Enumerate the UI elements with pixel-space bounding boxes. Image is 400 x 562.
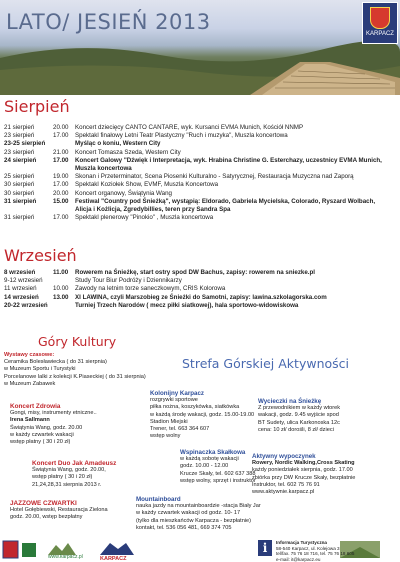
text-line: w Muzeum Sportu i Turystyki <box>4 366 76 373</box>
wspinaczka-title: Wspinaczka Skałkowa <box>180 449 246 456</box>
text-line: Rowery, Nordic Walking,Cross Skating <box>252 460 355 467</box>
event-time: 17.00 <box>53 181 69 189</box>
sierpien-heading: Sierpień <box>4 97 70 116</box>
text-line: wstęp płatny ( 30 i 20 zł) <box>10 439 71 446</box>
event-time: 10.00 <box>53 285 69 293</box>
crest-icon <box>370 7 390 29</box>
event-date: 23 sierpień <box>4 148 35 156</box>
text-line: (tylko dla mieszkańców Karpacza - bezpłatnie) <box>136 517 252 524</box>
sierpien-row <box>4 165 132 173</box>
event-date: 8 wrzesień <box>4 269 36 276</box>
wrzesien-row <box>4 285 225 293</box>
footer-logo-karpacz: KARPACZ <box>100 556 127 562</box>
text-line: każdy poniedziałek sierpnia, godz. 17.00 <box>252 467 353 474</box>
aktywny-block <box>252 453 355 496</box>
event-date: 30 sierpień <box>4 189 35 197</box>
sierpien-row <box>4 206 230 214</box>
event-description: Koncert dziecięcy CANTO CANTARE, wyk. Kursanci EVMA Munich, Kościół NNMP <box>75 124 304 131</box>
event-description: Festiwal "Country pod Śnieżką", wystąpią: Eldorado, Gabriela Mycielska, Colorado, Ryszard Wolbach, <box>75 197 376 205</box>
kolonijny-title: Kolonijny Karpacz <box>150 390 204 397</box>
event-time: 20.00 <box>53 189 69 197</box>
sierpien-row <box>4 124 303 132</box>
text-line: Porcelanowe lalki z kolekcji K.Piaseckiej ( do 31 sierpnia) <box>4 373 146 380</box>
event-time: 15.00 <box>53 197 69 205</box>
wycieczki-block <box>258 398 340 434</box>
event-description: Koncert Tomasza Szeda, Western City <box>75 148 181 156</box>
event-description: Zawody na letnim torze saneczkowym, CRIS Kolorowa <box>75 285 226 293</box>
jazz-block <box>10 500 108 522</box>
event-description: Koncert Galowy "Dźwięk i Interpretacja, wyk. Hrabina Christine G. Esterchazy, uczestnicy EVMA Munich, <box>75 156 382 164</box>
text-line: wstęp wolny, sprzęt i instruktor <box>180 477 256 484</box>
event-date: 23 sierpień <box>4 132 35 140</box>
koncert-zdrowia-block <box>10 403 97 446</box>
sierpien-row <box>4 157 382 165</box>
text-line: BT Sudety, ulica Karkonoska 12c <box>258 419 340 426</box>
text-line: wstęp wolny <box>150 433 181 440</box>
text-line: Gongi, misy, instrumenty etniczne.. <box>10 410 97 417</box>
info-icon: i <box>258 540 272 556</box>
event-time: 17.00 <box>53 214 69 222</box>
event-time: 21.00 <box>53 148 69 156</box>
event-time: 19.00 <box>53 173 69 181</box>
event-date: 11 wrzesień <box>4 285 37 293</box>
event-time: 20.00 <box>53 124 69 131</box>
footer-logo-web: www.karpacz.pl <box>48 554 83 560</box>
sierpien-row <box>4 198 375 206</box>
text-line: Świątynia Wang, godz. 20.00, <box>32 467 106 474</box>
text-line: cena: 10 zł/ dorośli, 8 zł/ dzieci <box>258 426 334 433</box>
event-date: 20-22 wrzesień <box>4 301 48 309</box>
text-line: w Muzeum Zabawek <box>4 380 56 387</box>
text-line: www.aktywnie.karpacz.pl <box>252 489 315 496</box>
event-date: 23-25 sierpień <box>4 140 46 148</box>
event-description: Alicja i Kożlicja, Zgredybillies, teren przy Sandra Spa <box>75 206 231 213</box>
wrzesien-heading: Wrzesień <box>4 246 77 265</box>
event-date: 24 sierpień <box>4 156 37 164</box>
kolonijny-block <box>150 390 254 440</box>
event-description: Spektakl plenerowy "Pinokio" , Muszla koncertowa <box>75 214 214 222</box>
duo-title: Koncert Duo Jak Amadeusz <box>32 460 117 467</box>
text-line: 21,24,28,31 sierpnia 2013 r. <box>32 481 102 488</box>
event-description: Turniej Trzech Narodów ( mecz piłki siatkowej), hala sportowo-widowiskowa <box>75 301 299 309</box>
text-line: Instruktor, tel. 602 75 76 91 <box>252 481 320 488</box>
sierpien-row <box>4 149 181 157</box>
text-line: godz. 10.00 - 12.00 <box>180 463 229 470</box>
wystawy-block <box>4 352 146 388</box>
wrzesien-row <box>4 277 182 285</box>
page-title: LATO/ JESIEŃ 2013 <box>6 10 211 34</box>
wycieczki-title: Wycieczki na Śnieżkę <box>258 398 322 405</box>
text-line: w każdy czwartek wakacji od godz. 10- 17 <box>136 510 241 517</box>
gory-kultury-heading: Góry Kultury <box>38 334 117 349</box>
event-time: 17.00 <box>53 156 69 164</box>
wspinaczka-block <box>180 449 256 485</box>
text-line: wstęp płatny ( 30 i 20 zł) <box>32 474 93 481</box>
info-block <box>276 540 354 562</box>
text-line: nauka jazdy na mountainboardzie -stacja Biały Jar <box>136 503 261 510</box>
text-line: Trener, tel. 663 364 607 <box>150 426 210 433</box>
event-time: 13.00 <box>53 293 69 301</box>
event-date: 30 sierpień <box>4 181 35 189</box>
event-date: 25 sierpień <box>4 173 35 181</box>
logo-text: KARPACZ <box>366 31 394 37</box>
sierpien-row <box>4 181 218 189</box>
text-line: w każdą środę wakacji, godz. 15.00-19.00 <box>150 411 255 418</box>
event-description: XI LAWINA, czyli Marszobieg ze Śnieżki do Samotni, zapisy: lawina.szkolagorska.com <box>75 293 327 301</box>
event-description: Rowerem na Śnieżkę, start ostry spod DW Bachus, zapisy: rowerem na sniezke.pl <box>75 269 316 276</box>
text-line: Irena Sallmann <box>10 417 50 424</box>
event-description: Myśląc o koniu, Western City <box>75 140 161 148</box>
text-line: kontakt, tel. 536 056 481, 669 374 705 <box>136 524 232 531</box>
sierpien-row <box>4 173 354 181</box>
sierpien-row <box>4 132 288 140</box>
event-date: 14 wrzesień <box>4 293 39 301</box>
text-line: wakacji, godz. 9.45 wyjście spod <box>258 412 339 419</box>
text-line: e-mail: it@karpacz.eu <box>276 556 321 562</box>
wrzesien-row <box>4 302 298 310</box>
event-date: 31 sierpień <box>4 197 37 205</box>
text-line: w każdy czwartek wakacji <box>10 431 74 438</box>
text-line: Z przewodnikiem w każdy wtorek <box>258 405 341 412</box>
event-description: Muszla koncertowa <box>75 165 132 172</box>
text-line: Świątynia Wang, godz. 20.00 <box>10 424 83 431</box>
event-description: Spektakl Koziołek Show, EVMF, Muszla Koncertowa <box>75 181 219 189</box>
text-line: Ceramika Bolesławiecka ( do 31 sierpnia) <box>4 359 107 366</box>
text-line: piłka nożna, koszykówka, siatkówka <box>150 404 240 411</box>
jazz-title: JAZZOWE CZWARTKI <box>10 500 77 507</box>
text-line: tel/fax. 75 76 18 716, tel. 75 76 18 605 <box>276 551 355 557</box>
hero-banner <box>0 0 400 95</box>
text-line: Informacja Turystyczna <box>276 540 327 545</box>
event-description: Skonan i Przeterminator, Scena Piosenki Kulturalno - Satyrycznej, Restauracja Muzyczna nad Zaporą <box>75 173 354 181</box>
zdrowia-title: Koncert Zdrowia <box>10 403 61 410</box>
sierpien-row <box>4 190 172 198</box>
wrzesien-row <box>4 294 327 302</box>
sierpien-row <box>4 140 161 148</box>
text-line: w każdą sobotę wakacji <box>180 456 239 463</box>
text-line: 58-540 Karpacz, ul. Kolejowa 3 <box>276 545 340 551</box>
event-date: 21 sierpień <box>4 124 35 131</box>
text-line: Krucze Skały, tel. 602 637 388 <box>180 470 256 477</box>
strefa-heading: Strefa Górskiej Aktywności <box>182 356 349 371</box>
mountainboard-title: Mountainboard <box>136 496 181 503</box>
text-line: Stadion Miejski <box>150 418 188 425</box>
event-time: 11.00 <box>53 269 69 276</box>
event-description: Spektakl finałowy Letni Teatr Plastyczny "Ruch i muzyka", Muszla koncertowa <box>75 132 288 140</box>
text-line: zbiórka przy DW Krucze Skały, bezpłatnie <box>252 474 356 481</box>
event-date: 31 sierpień <box>4 214 35 222</box>
karpacz-logo <box>362 2 398 44</box>
event-date: 9-12 wrzesień <box>4 277 43 285</box>
wrzesien-row <box>4 269 315 277</box>
mountainboard-block <box>136 496 261 532</box>
event-time: 17.00 <box>53 132 69 140</box>
text-line: Hotel Gołębiewski, Restauracja Zielona <box>10 507 108 514</box>
wystawy-title: Wystawy czasowe: <box>4 352 55 358</box>
event-description: Study Tour Biur Podróży i Dziennikarzy <box>75 277 182 285</box>
sierpien-row <box>4 214 213 222</box>
duo-block <box>32 460 116 489</box>
aktywny-title: Aktywny wypoczynek <box>252 453 316 460</box>
event-description: Koncert organowy, Świątynia Wang <box>75 189 172 197</box>
text-line: rozgrywki sportowe <box>150 397 198 404</box>
text-line: godz. 20.00, wstęp bezpłatny <box>10 514 83 521</box>
